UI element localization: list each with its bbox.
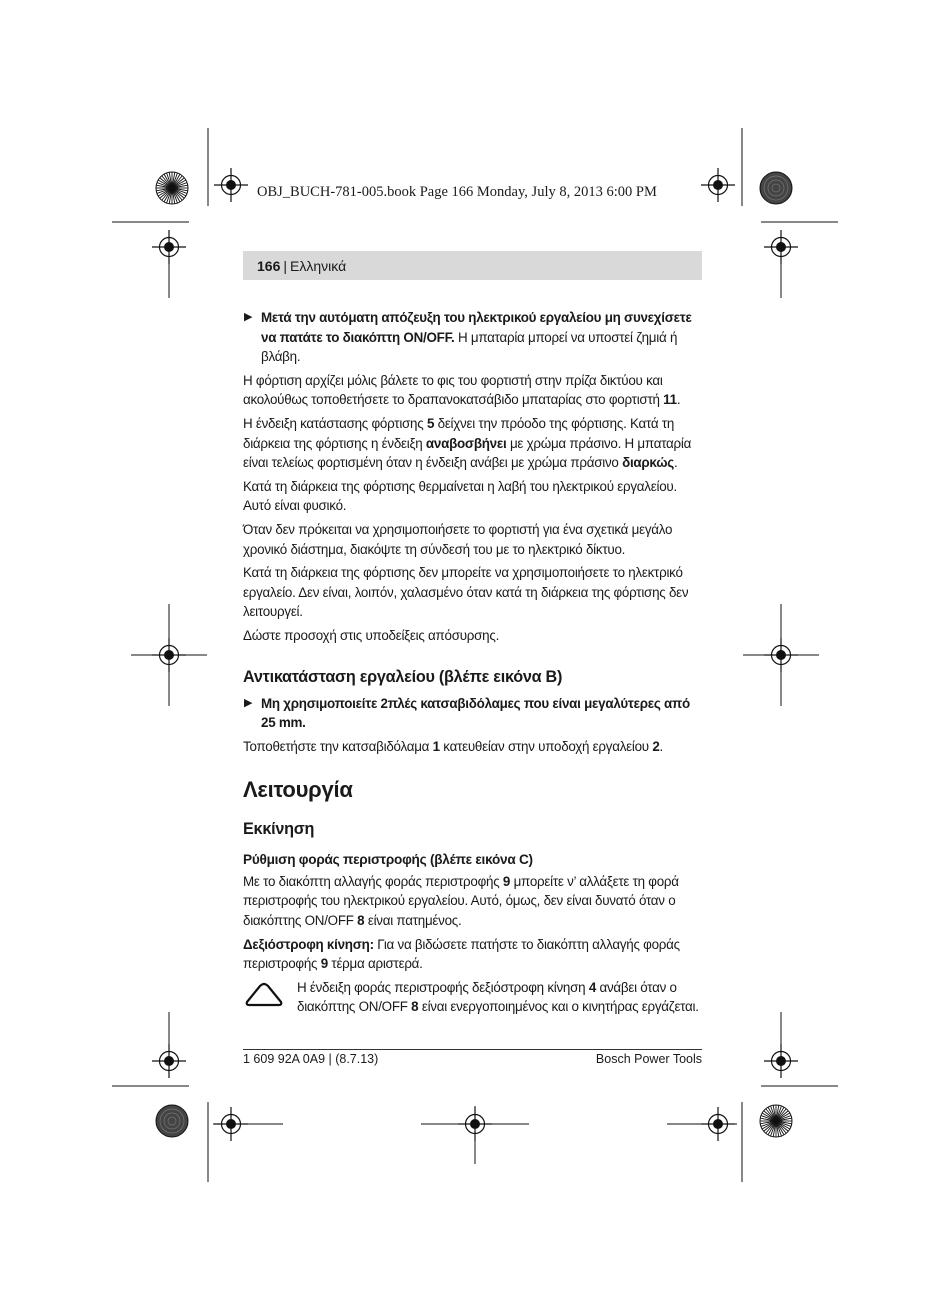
page-number: 166	[257, 257, 281, 274]
footer-brand: Bosch Power Tools	[595, 1052, 702, 1066]
warning-item	[243, 694, 702, 733]
warning-item	[243, 308, 702, 367]
chapter-heading-operation: Λειτουργία	[243, 777, 353, 803]
header-language: Ελληνικά	[290, 257, 347, 274]
footer-document-code: 1 609 92A 0A9 | (8.7.13)	[243, 1052, 379, 1066]
warning-bold-text: Μη χρησιμοποιείτε 2πλές κατσαβιδόλαμες που είναι μεγαλύτερες από 25 mm.	[261, 695, 690, 731]
paragraph: Με το διακόπτη αλλαγής φοράς περιστροφής 9 μπορείτε ν’ αλλάξετε τη φορά περιστροφής του ηλεκτρικού εργαλείου. Αυτό, όμως, δεν είναι δυνατό όταν ο διακόπτης ON/OFF 8 είναι πατημένος.	[243, 873, 679, 929]
paragraph: Δεξιόστροφη κίνηση: Για να βιδώσετε πατήστε το διακόπτη αλλαγής φοράς περιστροφής 9 τέρμα αριστερά.	[243, 936, 680, 972]
registration-wheel-top-left	[156, 172, 188, 204]
paragraph: Όταν δεν πρόκειται να χρησιμοποιήσετε το φορτιστή για ένα σχετικά μεγάλο χρονικό διάστημα, διακόψτε τη σύνδεσή του με το ηλεκτρικό δίκτυο.	[243, 521, 673, 557]
printer-info-line: OBJ_BUCH-781-005.book Page 166 Monday, July 8, 2013 6:00 PM	[257, 184, 657, 200]
paragraph: Κατά τη διάρκεια της φόρτισης δεν μπορείτε να χρησιμοποιήσετε το ηλεκτρικό εργαλείο. Δεν είναι, λοιπόν, χαλασμένο όταν κατά τη διάρκεια της φόρτισης δεν λειτουργεί.	[243, 565, 689, 620]
indicator-note: Η ένδειξη φοράς περιστροφής δεξιόστροφη κίνηση 4 ανάβει όταν ο διακόπτης ON/OFF 8 είναι ενεργοποιημένος και ο κινητήρας εργάζεται.	[243, 978, 702, 1017]
bullet-arrow-icon: ▶	[244, 696, 253, 709]
bullet-arrow-icon: ▶	[244, 311, 253, 323]
warning-text: Η μπαταρία μπορεί να υποστεί ζημιά ή βλάβη.	[261, 329, 678, 365]
rotation-direction-indicator-icon	[243, 980, 285, 1008]
header-separator: |	[283, 257, 287, 274]
paragraph: Η ένδειξη κατάστασης φόρτισης 5 δείχνει την πρόοδο της φόρτισης. Κατά τη διάρκεια της φόρτισης η ένδειξη αναβοσβήνει με χρώμα πράσινο. Η μπαταρία είναι τελείως φορτισμένη όταν η ένδειξη ανάβει με χρώμα πράσινο διαρκώς.	[243, 415, 692, 471]
registration-wheel-bottom-right	[760, 1105, 792, 1137]
paragraph: Η φόρτιση αρχίζει μόλις βάλετε το φις του φορτιστή στην πρίζα δικτύου και ακολούθως τοποθετήσετε το δραπανοκατσάβιδο μπαταρίας στο φορτιστή 11.	[243, 372, 681, 408]
footer-rule	[243, 1049, 702, 1050]
page-content	[243, 308, 702, 1017]
section-heading-replace-tool: Αντικατάσταση εργαλείου (βλέπε εικόνα B)	[243, 667, 563, 686]
subheading-start: Εκκίνηση	[243, 820, 315, 839]
subheading-rotation: Ρύθμιση φοράς περιστροφής (βλέπε εικόνα C)	[243, 852, 533, 868]
warning-bold-text: Μετά την αυτόματη απόζευξη του ηλεκτρικού εργαλείου μη συνεχίσετε να πατάτε το διακόπτη ON/OFF.	[261, 310, 692, 345]
paragraph: Τοποθετήστε την κατσαβιδόλαμα 1 κατευθείαν στην υποδοχή εργαλείου 2.	[243, 738, 664, 754]
page-header	[243, 251, 702, 280]
paragraph: Κατά τη διάρκεια της φόρτισης θερμαίνεται η λαβή του ηλεκτρικού εργαλείου. Αυτό είναι φυσικό.	[243, 478, 677, 514]
paragraph: Δώστε προσοχή στις υποδείξεις απόσυρσης.	[243, 627, 500, 643]
